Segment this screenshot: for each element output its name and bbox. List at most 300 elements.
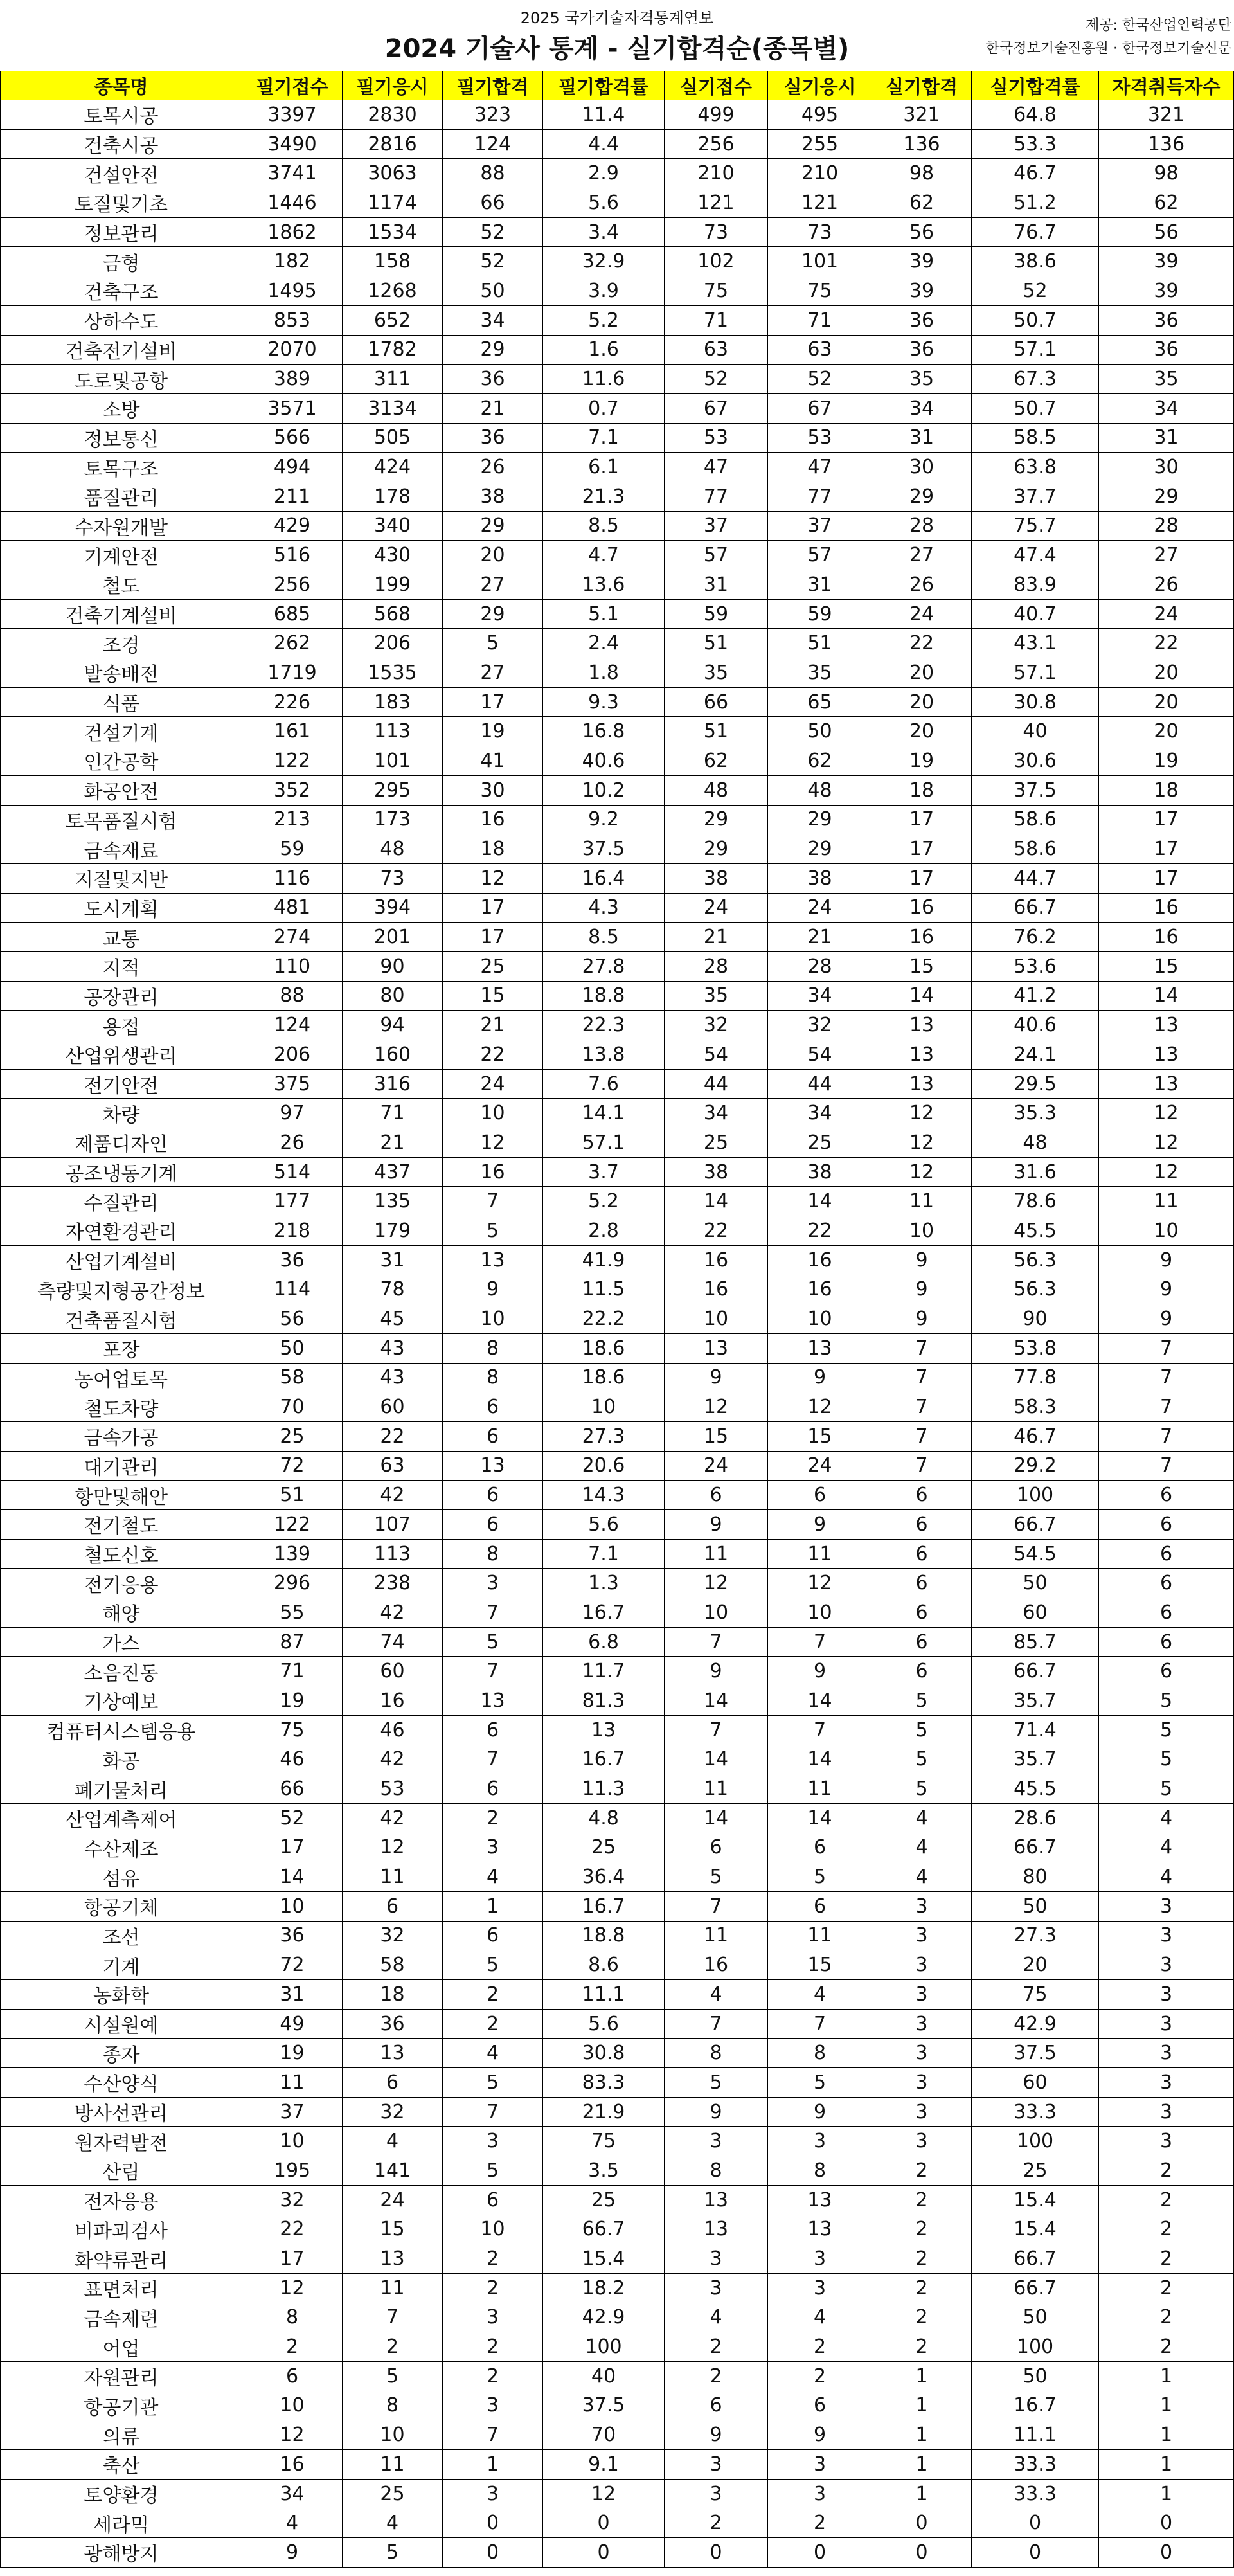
value-cell: 9 [768, 2097, 872, 2127]
value-cell: 51 [665, 629, 768, 658]
value-cell: 13 [768, 2185, 872, 2215]
value-cell: 12 [242, 2420, 343, 2450]
value-cell: 48 [972, 1128, 1099, 1158]
value-cell: 13 [443, 1451, 543, 1481]
value-cell: 853 [242, 305, 343, 335]
value-cell: 36 [443, 423, 543, 453]
value-cell: 77 [665, 482, 768, 511]
item-name-cell: 수산제조 [1, 1833, 242, 1862]
value-cell: 15 [768, 1421, 872, 1451]
value-cell: 25 [543, 2185, 665, 2215]
value-cell: 22 [343, 1421, 443, 1451]
item-name-cell: 상하수도 [1, 305, 242, 335]
value-cell: 11.1 [543, 1980, 665, 2010]
value-cell: 51.2 [972, 188, 1099, 218]
table-row [1, 1921, 1234, 1950]
value-cell: 27.8 [543, 951, 665, 981]
item-name-cell: 농어업토목 [1, 1363, 242, 1392]
value-cell: 13 [768, 1333, 872, 1363]
value-cell: 31.6 [972, 1157, 1099, 1187]
value-cell: 6 [665, 1481, 768, 1510]
value-cell: 101 [768, 247, 872, 276]
value-cell: 18.2 [543, 2273, 665, 2303]
value-cell: 22.3 [543, 1011, 665, 1040]
value-cell: 3571 [242, 393, 343, 423]
value-cell: 29 [1099, 482, 1234, 511]
value-cell: 21.9 [543, 2097, 665, 2127]
value-cell: 17 [1099, 834, 1234, 864]
table-row [1, 2068, 1234, 2098]
item-name-cell: 공장관리 [1, 981, 242, 1011]
value-cell: 45 [343, 1304, 443, 1334]
value-cell: 16.4 [543, 863, 665, 893]
item-name-cell: 전기철도 [1, 1510, 242, 1540]
value-cell: 107 [343, 1510, 443, 1540]
value-cell: 67 [768, 393, 872, 423]
value-cell: 24 [665, 893, 768, 923]
value-cell: 14 [242, 1862, 343, 1892]
value-cell: 73 [768, 217, 872, 247]
value-cell: 1268 [343, 276, 443, 306]
value-cell: 16.7 [543, 1598, 665, 1628]
value-cell: 59 [242, 834, 343, 864]
value-cell: 37 [242, 2097, 343, 2127]
value-cell: 29 [443, 335, 543, 365]
value-cell: 83.3 [543, 2068, 665, 2098]
value-cell: 35 [665, 658, 768, 688]
value-cell: 11.6 [543, 365, 665, 394]
value-cell: 18.6 [543, 1333, 665, 1363]
value-cell: 6 [443, 1774, 543, 1804]
value-cell: 12 [768, 1569, 872, 1598]
table-row [1, 1745, 1234, 1774]
value-cell: 2.4 [543, 629, 665, 658]
item-name-cell: 도시계획 [1, 893, 242, 923]
value-cell: 13 [343, 2244, 443, 2274]
value-cell: 321 [1099, 100, 1234, 130]
value-cell: 35 [665, 981, 768, 1011]
value-cell: 11 [665, 1774, 768, 1804]
value-cell: 2 [1099, 2156, 1234, 2186]
value-cell: 9 [872, 1275, 972, 1304]
item-name-cell: 제품디자인 [1, 1128, 242, 1158]
value-cell: 3 [872, 1921, 972, 1950]
value-cell: 5 [665, 1862, 768, 1892]
value-cell: 5.6 [543, 1510, 665, 1540]
table-row [1, 365, 1234, 394]
value-cell: 2 [1099, 2303, 1234, 2332]
column-header: 필기응시 [343, 71, 443, 100]
value-cell: 9.2 [543, 805, 665, 834]
value-cell: 87 [242, 1627, 343, 1657]
value-cell: 62 [1099, 188, 1234, 218]
value-cell: 6 [1099, 1627, 1234, 1657]
table-row [1, 1245, 1234, 1275]
value-cell: 58.6 [972, 805, 1099, 834]
value-cell: 9 [665, 1363, 768, 1392]
item-name-cell: 정보관리 [1, 217, 242, 247]
item-name-cell: 건축전기설비 [1, 335, 242, 365]
value-cell: 10 [665, 1598, 768, 1628]
table-row [1, 2538, 1234, 2568]
value-cell: 72 [242, 1950, 343, 1980]
value-cell: 101 [343, 746, 443, 776]
value-cell: 21.3 [543, 482, 665, 511]
value-cell: 66.7 [972, 1510, 1099, 1540]
value-cell: 12 [1099, 1099, 1234, 1128]
item-name-cell: 세라믹 [1, 2508, 242, 2538]
value-cell: 46 [343, 1715, 443, 1745]
item-name-cell: 수자원개발 [1, 511, 242, 541]
value-cell: 5.1 [543, 599, 665, 629]
value-cell: 13.8 [543, 1040, 665, 1070]
value-cell: 6 [343, 1891, 443, 1921]
value-cell: 4 [242, 2508, 343, 2538]
value-cell: 9.1 [543, 2450, 665, 2480]
table-row [1, 2244, 1234, 2274]
value-cell: 57 [665, 541, 768, 570]
table-row [1, 305, 1234, 335]
value-cell: 256 [242, 570, 343, 600]
value-cell: 3 [665, 2450, 768, 2480]
value-cell: 36 [343, 2009, 443, 2039]
value-cell: 78.6 [972, 1187, 1099, 1216]
value-cell: 11 [665, 1539, 768, 1569]
table-row [1, 1275, 1234, 1304]
value-cell: 21 [768, 923, 872, 952]
value-cell: 29 [872, 482, 972, 511]
item-name-cell: 자원관리 [1, 2361, 242, 2391]
table-row [1, 100, 1234, 130]
table-row [1, 1950, 1234, 1980]
source-provider: 제공: 한국산업인력공단 [1086, 17, 1231, 33]
value-cell: 6 [872, 1539, 972, 1569]
value-cell: 11 [1099, 1187, 1234, 1216]
table-row [1, 1128, 1234, 1158]
value-cell: 53.8 [972, 1333, 1099, 1363]
value-cell: 6 [1099, 1598, 1234, 1628]
value-cell: 50 [443, 276, 543, 306]
value-cell: 11 [343, 2450, 443, 2480]
value-cell: 121 [768, 188, 872, 218]
table-row [1, 1392, 1234, 1422]
value-cell: 6 [1099, 1481, 1234, 1510]
value-cell: 100 [972, 2332, 1099, 2362]
value-cell: 2 [872, 2185, 972, 2215]
value-cell: 10 [1099, 1216, 1234, 1246]
value-cell: 158 [343, 247, 443, 276]
value-cell: 17 [1099, 863, 1234, 893]
item-name-cell: 축산 [1, 2450, 242, 2480]
value-cell: 9 [1099, 1304, 1234, 1334]
item-name-cell: 시설원예 [1, 2009, 242, 2039]
value-cell: 13 [343, 2039, 443, 2068]
value-cell: 3 [665, 2127, 768, 2156]
value-cell: 7 [665, 1715, 768, 1745]
value-cell: 495 [768, 100, 872, 130]
value-cell: 11 [768, 1539, 872, 1569]
value-cell: 27.3 [543, 1421, 665, 1451]
value-cell: 3 [1099, 1950, 1234, 1980]
value-cell: 5 [443, 1627, 543, 1657]
table-row [1, 746, 1234, 776]
value-cell: 97 [242, 1099, 343, 1128]
value-cell: 4 [768, 1980, 872, 2010]
table-row [1, 717, 1234, 746]
value-cell: 4 [665, 2303, 768, 2332]
value-cell: 9.3 [543, 687, 665, 717]
value-cell: 161 [242, 717, 343, 746]
table-row [1, 393, 1234, 423]
table-row [1, 1011, 1234, 1040]
value-cell: 32 [665, 1011, 768, 1040]
value-cell: 12 [242, 2273, 343, 2303]
value-cell: 2 [872, 2156, 972, 2186]
value-cell: 4.8 [543, 1803, 665, 1833]
value-cell: 3 [768, 2273, 872, 2303]
value-cell: 62 [665, 746, 768, 776]
value-cell: 12 [872, 1099, 972, 1128]
value-cell: 7 [872, 1392, 972, 1422]
value-cell: 9 [768, 1657, 872, 1686]
value-cell: 44 [768, 1069, 872, 1099]
value-cell: 6 [872, 1569, 972, 1598]
value-cell: 39 [1099, 276, 1234, 306]
value-cell: 66.7 [972, 2244, 1099, 2274]
value-cell: 6 [872, 1481, 972, 1510]
table-row [1, 658, 1234, 688]
value-cell: 2 [1099, 2332, 1234, 2362]
value-cell: 50.7 [972, 393, 1099, 423]
value-cell: 10 [665, 1304, 768, 1334]
value-cell: 1 [872, 2391, 972, 2420]
value-cell: 73 [665, 217, 768, 247]
value-cell: 6 [1099, 1539, 1234, 1569]
value-cell: 6 [443, 1392, 543, 1422]
table-row [1, 1686, 1234, 1716]
column-header: 필기합격률 [543, 71, 665, 100]
value-cell: 17 [443, 923, 543, 952]
table-row [1, 2391, 1234, 2420]
value-cell: 494 [242, 453, 343, 482]
value-cell: 3 [872, 2068, 972, 2098]
table-row [1, 687, 1234, 717]
value-cell: 83.9 [972, 570, 1099, 600]
value-cell: 28 [768, 951, 872, 981]
value-cell: 24 [1099, 599, 1234, 629]
value-cell: 15 [343, 2215, 443, 2244]
value-cell: 57.1 [972, 335, 1099, 365]
value-cell: 5 [872, 1715, 972, 1745]
value-cell: 90 [972, 1304, 1099, 1334]
value-cell: 2 [443, 1803, 543, 1833]
value-cell: 78 [343, 1275, 443, 1304]
value-cell: 136 [872, 129, 972, 159]
item-name-cell: 금속제련 [1, 2303, 242, 2332]
value-cell: 30 [1099, 453, 1234, 482]
value-cell: 311 [343, 365, 443, 394]
item-name-cell: 토목구조 [1, 453, 242, 482]
value-cell: 14.3 [543, 1481, 665, 1510]
value-cell: 53.6 [972, 951, 1099, 981]
value-cell: 394 [343, 893, 443, 923]
value-cell: 26 [443, 453, 543, 482]
value-cell: 136 [1099, 129, 1234, 159]
value-cell: 274 [242, 923, 343, 952]
value-cell: 7 [443, 1187, 543, 1216]
table-row [1, 1774, 1234, 1804]
table-row [1, 188, 1234, 218]
value-cell: 52 [443, 247, 543, 276]
table-row [1, 981, 1234, 1011]
item-name-cell: 항공기체 [1, 1891, 242, 1921]
table-row [1, 1833, 1234, 1862]
value-cell: 33.3 [972, 2450, 1099, 2480]
header-row [1, 71, 1234, 100]
table-row [1, 1363, 1234, 1392]
value-cell: 15 [665, 1421, 768, 1451]
value-cell: 29 [768, 834, 872, 864]
value-cell: 340 [343, 511, 443, 541]
value-cell: 2 [872, 2215, 972, 2244]
value-cell: 4.3 [543, 893, 665, 923]
item-name-cell: 대기관리 [1, 1451, 242, 1481]
value-cell: 3 [1099, 1980, 1234, 2010]
value-cell: 296 [242, 1569, 343, 1598]
item-name-cell: 발송배전 [1, 658, 242, 688]
table-row [1, 629, 1234, 658]
table-row [1, 2332, 1234, 2362]
value-cell: 67.3 [972, 365, 1099, 394]
value-cell: 3 [443, 2303, 543, 2332]
value-cell: 6 [443, 1510, 543, 1540]
value-cell: 10 [543, 1392, 665, 1422]
value-cell: 60 [343, 1392, 443, 1422]
value-cell: 56.3 [972, 1245, 1099, 1275]
value-cell: 25 [972, 2156, 1099, 2186]
value-cell: 54 [665, 1040, 768, 1070]
value-cell: 39 [1099, 247, 1234, 276]
value-cell: 0 [1099, 2538, 1234, 2568]
value-cell: 7 [768, 1627, 872, 1657]
table-row [1, 276, 1234, 306]
item-name-cell: 용접 [1, 1011, 242, 1040]
value-cell: 25 [242, 1421, 343, 1451]
value-cell: 66 [665, 687, 768, 717]
table-row [1, 923, 1234, 952]
value-cell: 11 [343, 2273, 443, 2303]
value-cell: 28 [1099, 511, 1234, 541]
value-cell: 5.2 [543, 305, 665, 335]
value-cell: 17 [242, 1833, 343, 1862]
value-cell: 211 [242, 482, 343, 511]
value-cell: 11.3 [543, 1774, 665, 1804]
value-cell: 3 [1099, 2068, 1234, 2098]
value-cell: 16 [768, 1245, 872, 1275]
value-cell: 12 [872, 1128, 972, 1158]
value-cell: 20 [872, 658, 972, 688]
item-name-cell: 건축품질시험 [1, 1304, 242, 1334]
table-row [1, 1569, 1234, 1598]
value-cell: 8.6 [543, 1950, 665, 1980]
value-cell: 122 [242, 1510, 343, 1540]
item-name-cell: 인간공학 [1, 746, 242, 776]
value-cell: 30.8 [543, 2039, 665, 2068]
value-cell: 77.8 [972, 1363, 1099, 1392]
value-cell: 3.7 [543, 1157, 665, 1187]
item-name-cell: 철도신호 [1, 1539, 242, 1569]
value-cell: 62 [872, 188, 972, 218]
value-cell: 46 [242, 1745, 343, 1774]
value-cell: 0 [543, 2508, 665, 2538]
value-cell: 27.3 [972, 1921, 1099, 1950]
value-cell: 35.3 [972, 1099, 1099, 1128]
item-name-cell: 교통 [1, 923, 242, 952]
item-name-cell: 원자력발전 [1, 2127, 242, 2156]
value-cell: 41.9 [543, 1245, 665, 1275]
value-cell: 3 [768, 2479, 872, 2508]
value-cell: 57.1 [543, 1128, 665, 1158]
value-cell: 2 [242, 2332, 343, 2362]
value-cell: 424 [343, 453, 443, 482]
item-name-cell: 방사선관리 [1, 2097, 242, 2127]
value-cell: 437 [343, 1157, 443, 1187]
value-cell: 25 [443, 951, 543, 981]
value-cell: 16 [872, 923, 972, 952]
value-cell: 17 [872, 834, 972, 864]
value-cell: 25 [768, 1128, 872, 1158]
value-cell: 98 [1099, 159, 1234, 188]
item-name-cell: 전기응용 [1, 1569, 242, 1598]
value-cell: 22 [665, 1216, 768, 1246]
item-name-cell: 건설안전 [1, 159, 242, 188]
value-cell: 0 [443, 2538, 543, 2568]
value-cell: 16 [343, 1686, 443, 1716]
value-cell: 5 [768, 2068, 872, 2098]
value-cell: 21 [443, 393, 543, 423]
value-cell: 3 [443, 1569, 543, 1598]
value-cell: 15 [768, 1950, 872, 1980]
value-cell: 6 [443, 2185, 543, 2215]
value-cell: 20 [443, 541, 543, 570]
table-body [1, 100, 1234, 2568]
value-cell: 7 [443, 1657, 543, 1686]
value-cell: 58.6 [972, 834, 1099, 864]
value-cell: 24 [343, 2185, 443, 2215]
table-row [1, 1187, 1234, 1216]
value-cell: 13 [665, 1333, 768, 1363]
value-cell: 50 [972, 1891, 1099, 1921]
item-name-cell: 금형 [1, 247, 242, 276]
table-row [1, 2009, 1234, 2039]
value-cell: 183 [343, 687, 443, 717]
value-cell: 102 [665, 247, 768, 276]
value-cell: 13 [543, 1715, 665, 1745]
value-cell: 14 [768, 1745, 872, 1774]
value-cell: 3 [1099, 2009, 1234, 2039]
column-header: 실기접수 [665, 71, 768, 100]
value-cell: 15.4 [972, 2215, 1099, 2244]
value-cell: 13.6 [543, 570, 665, 600]
value-cell: 6 [1099, 1510, 1234, 1540]
item-name-cell: 금속재료 [1, 834, 242, 864]
value-cell: 3 [768, 2244, 872, 2274]
value-cell: 17 [872, 805, 972, 834]
value-cell: 7 [443, 2097, 543, 2127]
value-cell: 20 [1099, 658, 1234, 688]
value-cell: 58 [343, 1950, 443, 1980]
value-cell: 52 [665, 365, 768, 394]
